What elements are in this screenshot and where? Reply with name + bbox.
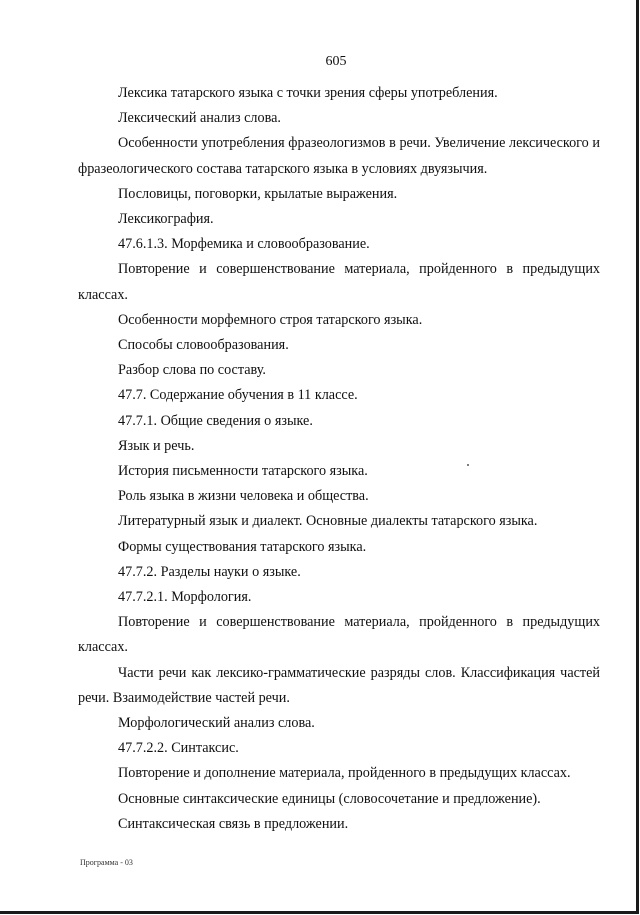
paragraph: Роль языка в жизни человека и общества. [118,488,369,505]
paragraph: Основные синтаксические единицы (словосочетание и предложение). [118,790,541,807]
section-heading: 47.7.1. Общие сведения о языке. [118,412,313,429]
paragraph: История письменности татарского языка. [118,463,368,480]
paragraph: Повторение и совершенствование материала, пройденного в предыдущих классах. [78,614,600,656]
section-heading: 47.7.2.2. Синтаксис. [118,740,239,757]
scan-speck [467,464,469,466]
section-heading: 47.7. Содержание обучения в 11 классе. [118,387,358,404]
paragraph: Литературный язык и диалект. Основные диалекты татарского языка. [118,513,538,530]
paragraph: Синтаксическая связь в предложении. [118,815,349,832]
page-footer: Программа - 03 [80,858,133,867]
paragraph: Лексикография. [118,211,214,228]
paragraph: Лексический анализ слова. [118,110,281,127]
paragraph: Формы существования татарского языка. [118,538,367,555]
paragraph: Пословицы, поговорки, крылатые выражения. [118,185,398,202]
section-heading: 47.7.2. Разделы науки о языке. [118,563,301,580]
page-number: 605 [325,54,347,69]
section-heading: 47.7.2.1. Морфология. [118,589,252,606]
paragraph: Разбор слова по составу. [118,362,266,379]
paragraph: Язык и речь. [118,437,195,454]
paragraph: Особенности употребления фразеологизмов в речи. Увеличение лексического и фразеологического состава татарского языка в условиях двуязычия. [78,135,600,177]
paragraph: Повторение и дополнение материала, пройденного в предыдущих классах. [118,765,571,782]
paragraph: Части речи как лексико-грамматические разряды слов. Классификация частей речи. Взаимодействие частей речи. [78,664,600,706]
paragraph: Морфологический анализ слова. [118,715,315,732]
document-body [78,81,600,837]
section-heading: 47.6.1.3. Морфемика и словообразование. [118,236,370,253]
paragraph: Повторение и совершенствование материала, пройденного в предыдущих классах. [78,261,600,303]
paragraph: Особенности морфемного строя татарского языка. [118,311,423,328]
paragraph: Лексика татарского языка с точки зрения сферы употребления. [118,85,498,101]
paragraph: Способы словообразования. [118,337,289,354]
